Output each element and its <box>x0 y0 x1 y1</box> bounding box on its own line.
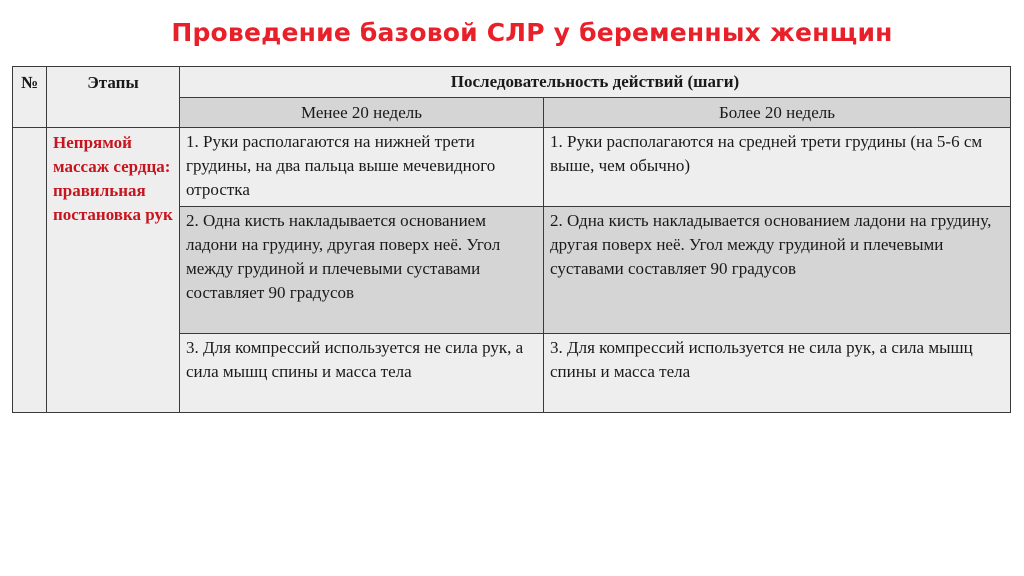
header-sequence: Последовательность действий (шаги) <box>180 67 1011 98</box>
row-number-cell <box>13 128 47 413</box>
cpr-steps-table <box>12 66 1011 413</box>
header-stages: Этапы <box>47 67 180 128</box>
table-row <box>13 128 1011 207</box>
step-1-more: 1. Руки располагаются на средней трети грудины (на 5-6 см выше, чем обычно) <box>544 128 1011 207</box>
header-number: № <box>13 67 47 128</box>
subheader-more-20-weeks: Более 20 недель <box>544 98 1011 128</box>
step-3-more: 3. Для компрессий используется не сила рук, а сила мышц спины и масса тела <box>544 334 1011 413</box>
step-2-more: 2. Одна кисть накладывается основанием ладони на грудину, другая поверх неё. Угол между грудиной и плечевыми суставами составляет 90 градусов <box>544 207 1011 334</box>
page-title: Проведение базовой СЛР у беременных женщин <box>171 18 893 47</box>
stage-cell: Непрямой массаж сердца: правильная постановка рук <box>47 128 180 413</box>
subheader-less-20-weeks: Менее 20 недель <box>180 98 544 128</box>
step-1-less: 1. Руки располагаются на нижней трети грудины, на два пальца выше мечевидного отростка <box>180 128 544 207</box>
table-header-row <box>13 67 1011 98</box>
step-3-less: 3. Для компрессий используется не сила рук, а сила мышц спины и масса тела <box>180 334 544 413</box>
step-2-less: 2. Одна кисть накладывается основанием ладони на грудину, другая поверх неё. Угол между грудиной и плечевыми суставами составляет 90 градусов <box>180 207 544 334</box>
